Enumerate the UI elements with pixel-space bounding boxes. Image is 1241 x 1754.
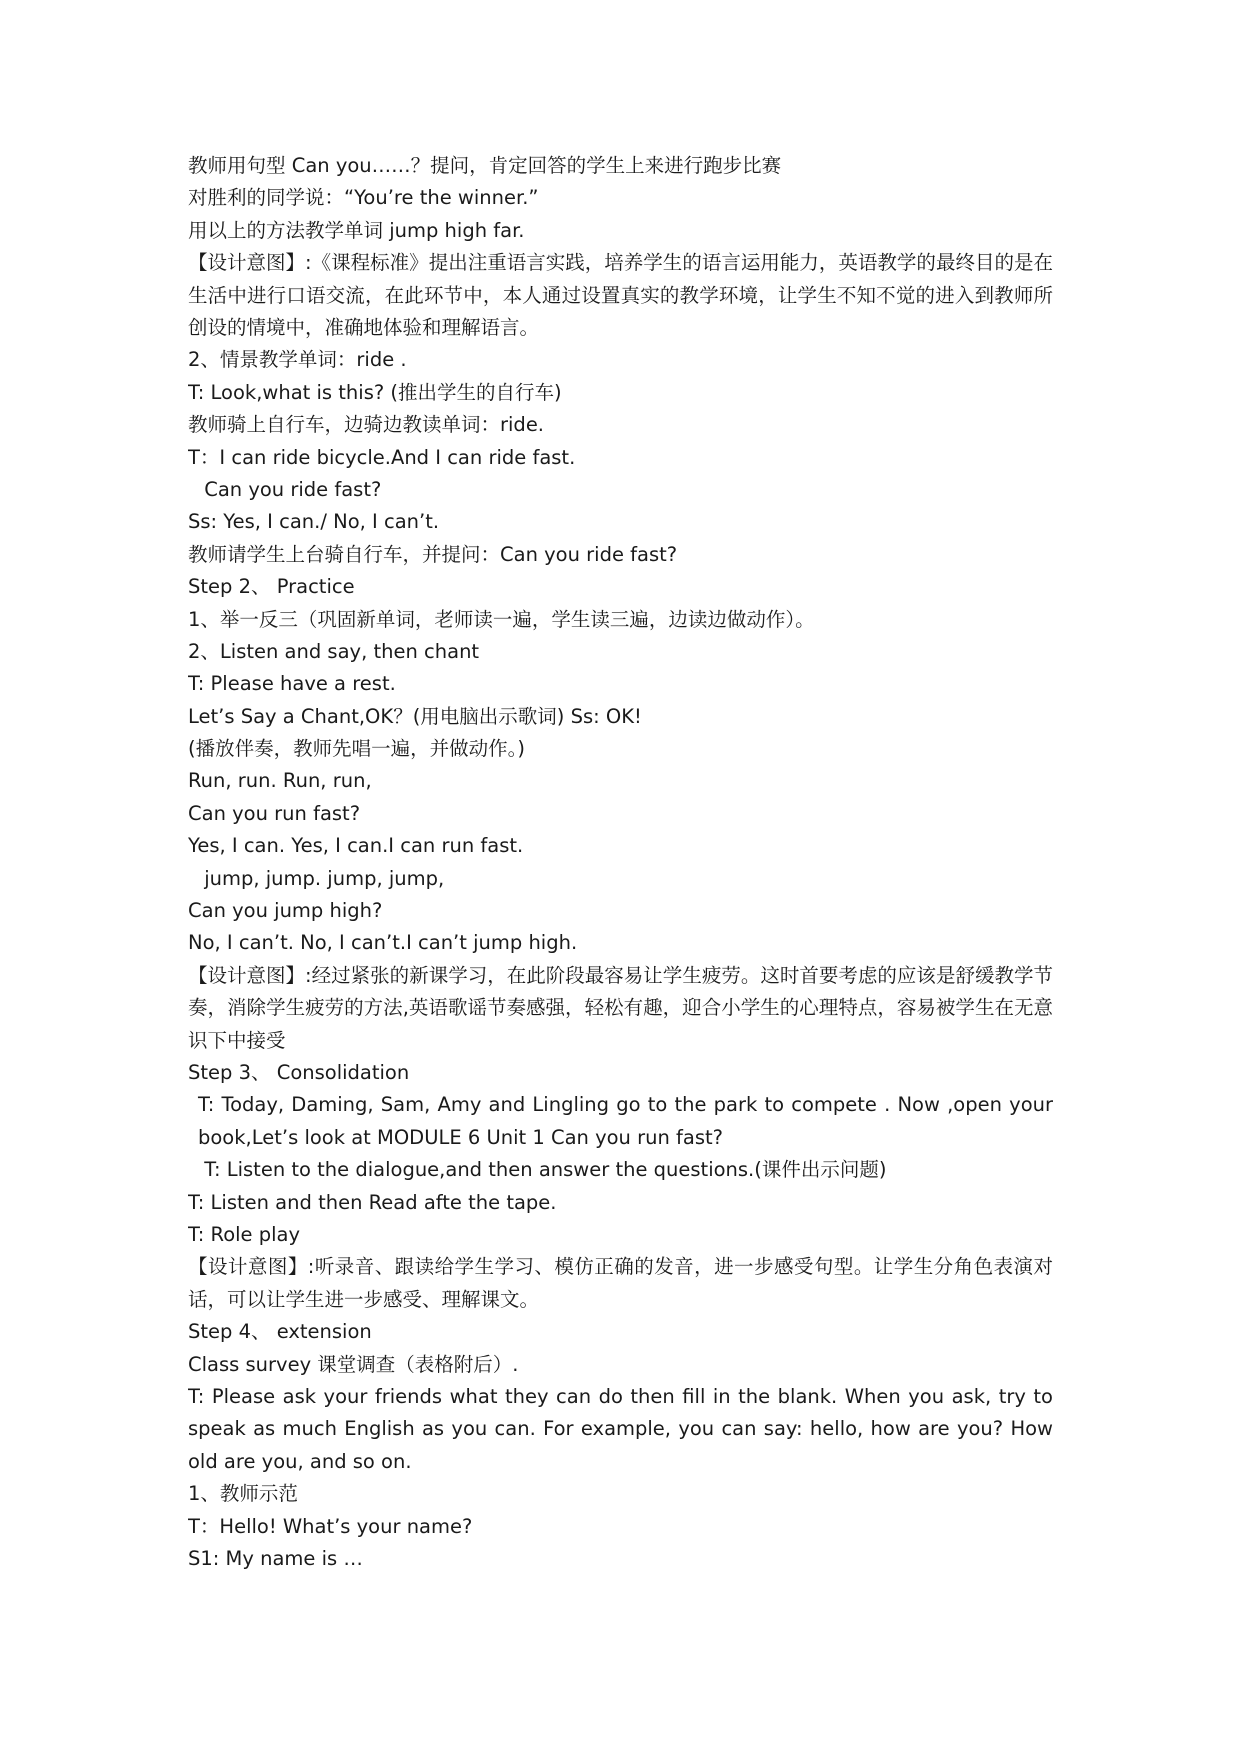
text-line: Ss: Yes, I can./ No, I can’t. [188, 510, 440, 534]
chant-line: Can you run fast? [188, 801, 361, 825]
text-line: T: Listen and then Read afte the tape. [188, 1190, 557, 1214]
text-line: 教师用句型 Can you……？提问，肯定回答的学生上来进行跑步比赛 [188, 154, 782, 177]
design-intent-paragraph: 【设计意图】:听录音、跟读给学生学习、模仿正确的发音，进一步感受句型。让学生分角色表演对话，可以让学生进一步感受、理解课文。 [188, 1255, 1053, 1311]
text-paragraph: T: Today, Daming, Sam, Amy and Lingling go to the park to compete . Now ,open your book,Let’s look at MODULE 6 Unit 1 Can you run fast? [198, 1093, 1053, 1149]
text-line: 2、情景教学单词：ride . [188, 348, 407, 372]
text-line: Class survey 课堂调查（表格附后）. [188, 1352, 519, 1376]
text-line: T: Role play [188, 1223, 301, 1247]
design-intent-paragraph: 【设计意图】:经过紧张的新课学习，在此阶段最容易让学生疲劳。这时首要考虑的应该是舒缓教学节奏，消除学生疲劳的方法,英语歌谣节奏感强，轻松有趣，迎合小学生的心理特点，容易被学生在无意识下中接受 [188, 963, 1053, 1052]
text-line: T：Hello! What’s your name? [188, 1514, 473, 1538]
text-line: (播放伴奏，教师先唱一遍，并做动作。) [188, 737, 525, 761]
chant-line: Run, run. Run, run, [188, 769, 372, 793]
step-heading: Step 4、 extension [188, 1320, 372, 1344]
text-line: 1、举一反三（巩固新单词，老师读一遍，学生读三遍，边读边做动作）。 [188, 607, 815, 631]
text-line: T: Look,what is this? (推出学生的自行车) [188, 380, 562, 404]
text-line: S1: My name is … [188, 1547, 363, 1570]
text-line: T: Listen to the dialogue,and then answer the questions.(课件出示问题) [198, 1158, 887, 1182]
text-line: 1、教师示范 [188, 1482, 298, 1506]
chant-line: Can you jump high? [188, 899, 383, 923]
text-line: 教师请学生上台骑自行车，并提问：Can you ride fast? [188, 542, 678, 566]
document-page [188, 150, 1053, 1575]
design-intent-paragraph: 【设计意图】:《课程标准》提出注重语言实践，培养学生的语言运用能力，英语教学的最终目的是在生活中进行口语交流，在此环节中，本人通过设置真实的教学环境，让学生不知不觉的进入到教师所创设的情境中，准确地体验和理解语言。 [188, 251, 1053, 339]
text-line: Can you ride fast? [198, 477, 382, 501]
chant-line: jump, jump. jump, jump, [198, 866, 445, 890]
chant-line: Yes, I can. Yes, I can.I can run fast. [188, 834, 524, 858]
chant-line: No, I can’t. No, I can’t.I can’t jump high. [188, 931, 578, 955]
step-heading: Step 2、 Practice [188, 575, 355, 599]
text-line: T: Please have a rest. [188, 672, 396, 696]
text-line: 教师骑上自行车，边骑边教读单词：ride. [188, 413, 545, 437]
text-line: Let’s Say a Chant,OK？(用电脑出示歌词) Ss: OK! [188, 704, 642, 728]
text-line: 对胜利的同学说：“You’re the winner.” [188, 186, 539, 210]
text-line: T：I can ride bicycle.And I can ride fast. [188, 445, 576, 469]
step-heading: Step 3、 Consolidation [188, 1061, 410, 1085]
text-paragraph: T: Please ask your friends what they can do then fill in the blank. When you ask, try to speak as much English as you can. For example, you can say: hello, how are you? How old are you, and so on. [188, 1385, 1053, 1473]
text-line: 2、Listen and say, then chant [188, 639, 480, 663]
text-line: 用以上的方法教学单词 jump high far. [188, 218, 525, 242]
